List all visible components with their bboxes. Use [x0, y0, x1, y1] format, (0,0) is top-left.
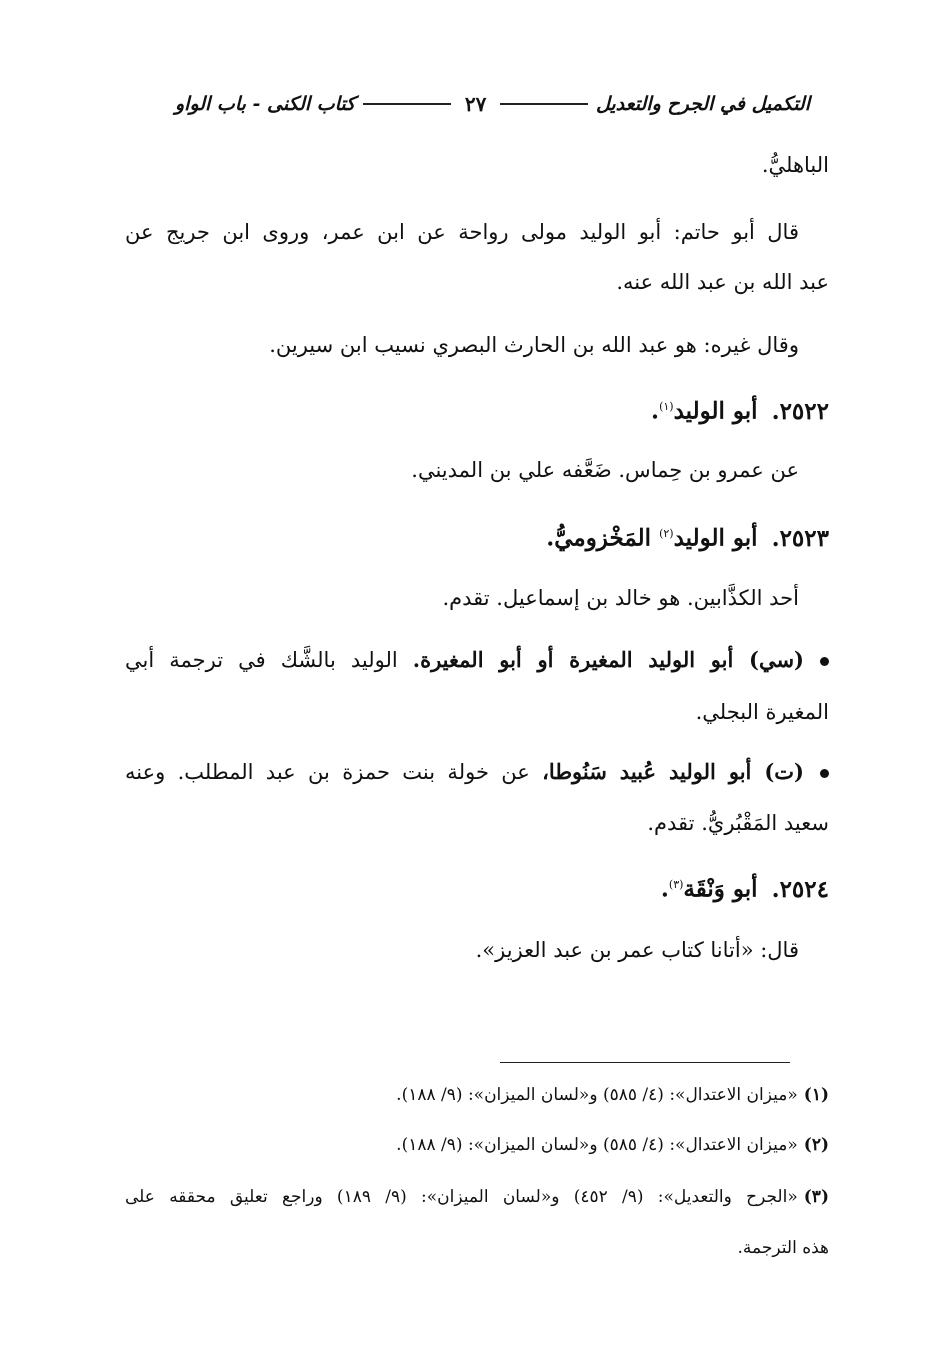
- footnote-separator: [500, 1062, 790, 1063]
- text-line: عبد الله بن عبد الله عنه.: [616, 270, 829, 294]
- footnote-1: [125, 1082, 829, 1108]
- running-header: [175, 86, 810, 122]
- footnote-ref: (٢): [659, 527, 674, 540]
- header-book-title: التكميل في الجرح والتعديل: [595, 93, 810, 115]
- text-line: الباهليُّ.: [761, 153, 829, 177]
- footnote-text: «ميزان الاعتدال»: (٤/ ٥٨٥) و«لسان الميزان»: (٩/ ١٨٨).: [396, 1135, 798, 1155]
- text-line: قال: «أتانا كتاب عمر بن عبد العزيز».: [475, 938, 799, 962]
- bullet-entry-name: (ت) أبو الوليد عُبيد سَنُوطا،: [542, 759, 804, 784]
- header-chapter-title: كتاب الكنى - باب الواو: [174, 93, 356, 115]
- entry-heading-2522: [125, 392, 829, 427]
- footnote-text: «الجرح والتعديل»: (٩/ ٤٥٢) و«لسان الميزان»: (٩/ ١٨٩) وراجع تعليق محققه على: [125, 1187, 798, 1207]
- bullet-entry: [125, 645, 829, 675]
- text-line: عن عمرو بن حِماس. ضَعَّفه علي بن المديني.: [411, 458, 799, 482]
- footnote-ref: (١): [659, 400, 674, 413]
- bullet-entry-name: (سي) أبو الوليد المغيرة أو أبو المغيرة.: [412, 647, 804, 672]
- text-line: المغيرة البجلي.: [695, 700, 829, 724]
- footnote-number: (٣): [803, 1187, 829, 1207]
- bullet-icon: [820, 769, 829, 778]
- page-number: ٢٧: [464, 92, 487, 116]
- text-line: أحد الكذَّابين. هو خالد بن إسماعيل. تقدم.: [442, 586, 799, 610]
- footnote-number: (٢): [803, 1135, 829, 1155]
- entry-number: ٢٥٢٢.: [771, 397, 829, 425]
- bullet-icon: [820, 657, 829, 666]
- entry-number: ٢٥٢٤.: [771, 875, 829, 903]
- text-line: وقال غيره: هو عبد الله بن الحارث البصري نسيب ابن سيرين.: [269, 333, 799, 357]
- bullet-entry-text: عن خولة بنت حمزة بن عبد المطلب. وعنه: [125, 760, 530, 784]
- header-dash-right: [500, 103, 588, 105]
- footnote-text: «ميزان الاعتدال»: (٤/ ٥٨٥) و«لسان الميزان»: (٩/ ١٨٨).: [396, 1085, 798, 1105]
- entry-number: ٢٥٢٣.: [771, 524, 829, 552]
- footnote-number: (١): [803, 1085, 829, 1105]
- footnote-3-continued: هذه الترجمة.: [737, 1238, 829, 1258]
- footnote-3: [125, 1184, 829, 1210]
- entry-end: .: [651, 397, 660, 425]
- text-line: قال أبو حاتم: أبو الوليد مولى رواحة عن ابن عمر، وروى ابن جريج عن: [125, 220, 799, 244]
- entry-heading-2524: [125, 870, 829, 905]
- entry-end: المَخْزوميُّ.: [546, 524, 652, 552]
- text-line: سعيد المَقْبُريُّ. تقدم.: [647, 811, 829, 835]
- entry-name: أبو الوليد: [673, 524, 758, 552]
- footnote-ref: (٣): [668, 878, 684, 891]
- entry-name: أبو وَنْقَة: [683, 875, 758, 903]
- bullet-entry-text: الوليد بالشَّك في ترجمة أبي: [125, 648, 398, 672]
- header-dash-left: [363, 103, 451, 105]
- footnote-2: [125, 1132, 829, 1158]
- entry-name: أبو الوليد: [673, 397, 758, 425]
- bullet-entry: [125, 757, 829, 787]
- entry-end: .: [660, 875, 669, 903]
- entry-heading-2523: [125, 519, 829, 554]
